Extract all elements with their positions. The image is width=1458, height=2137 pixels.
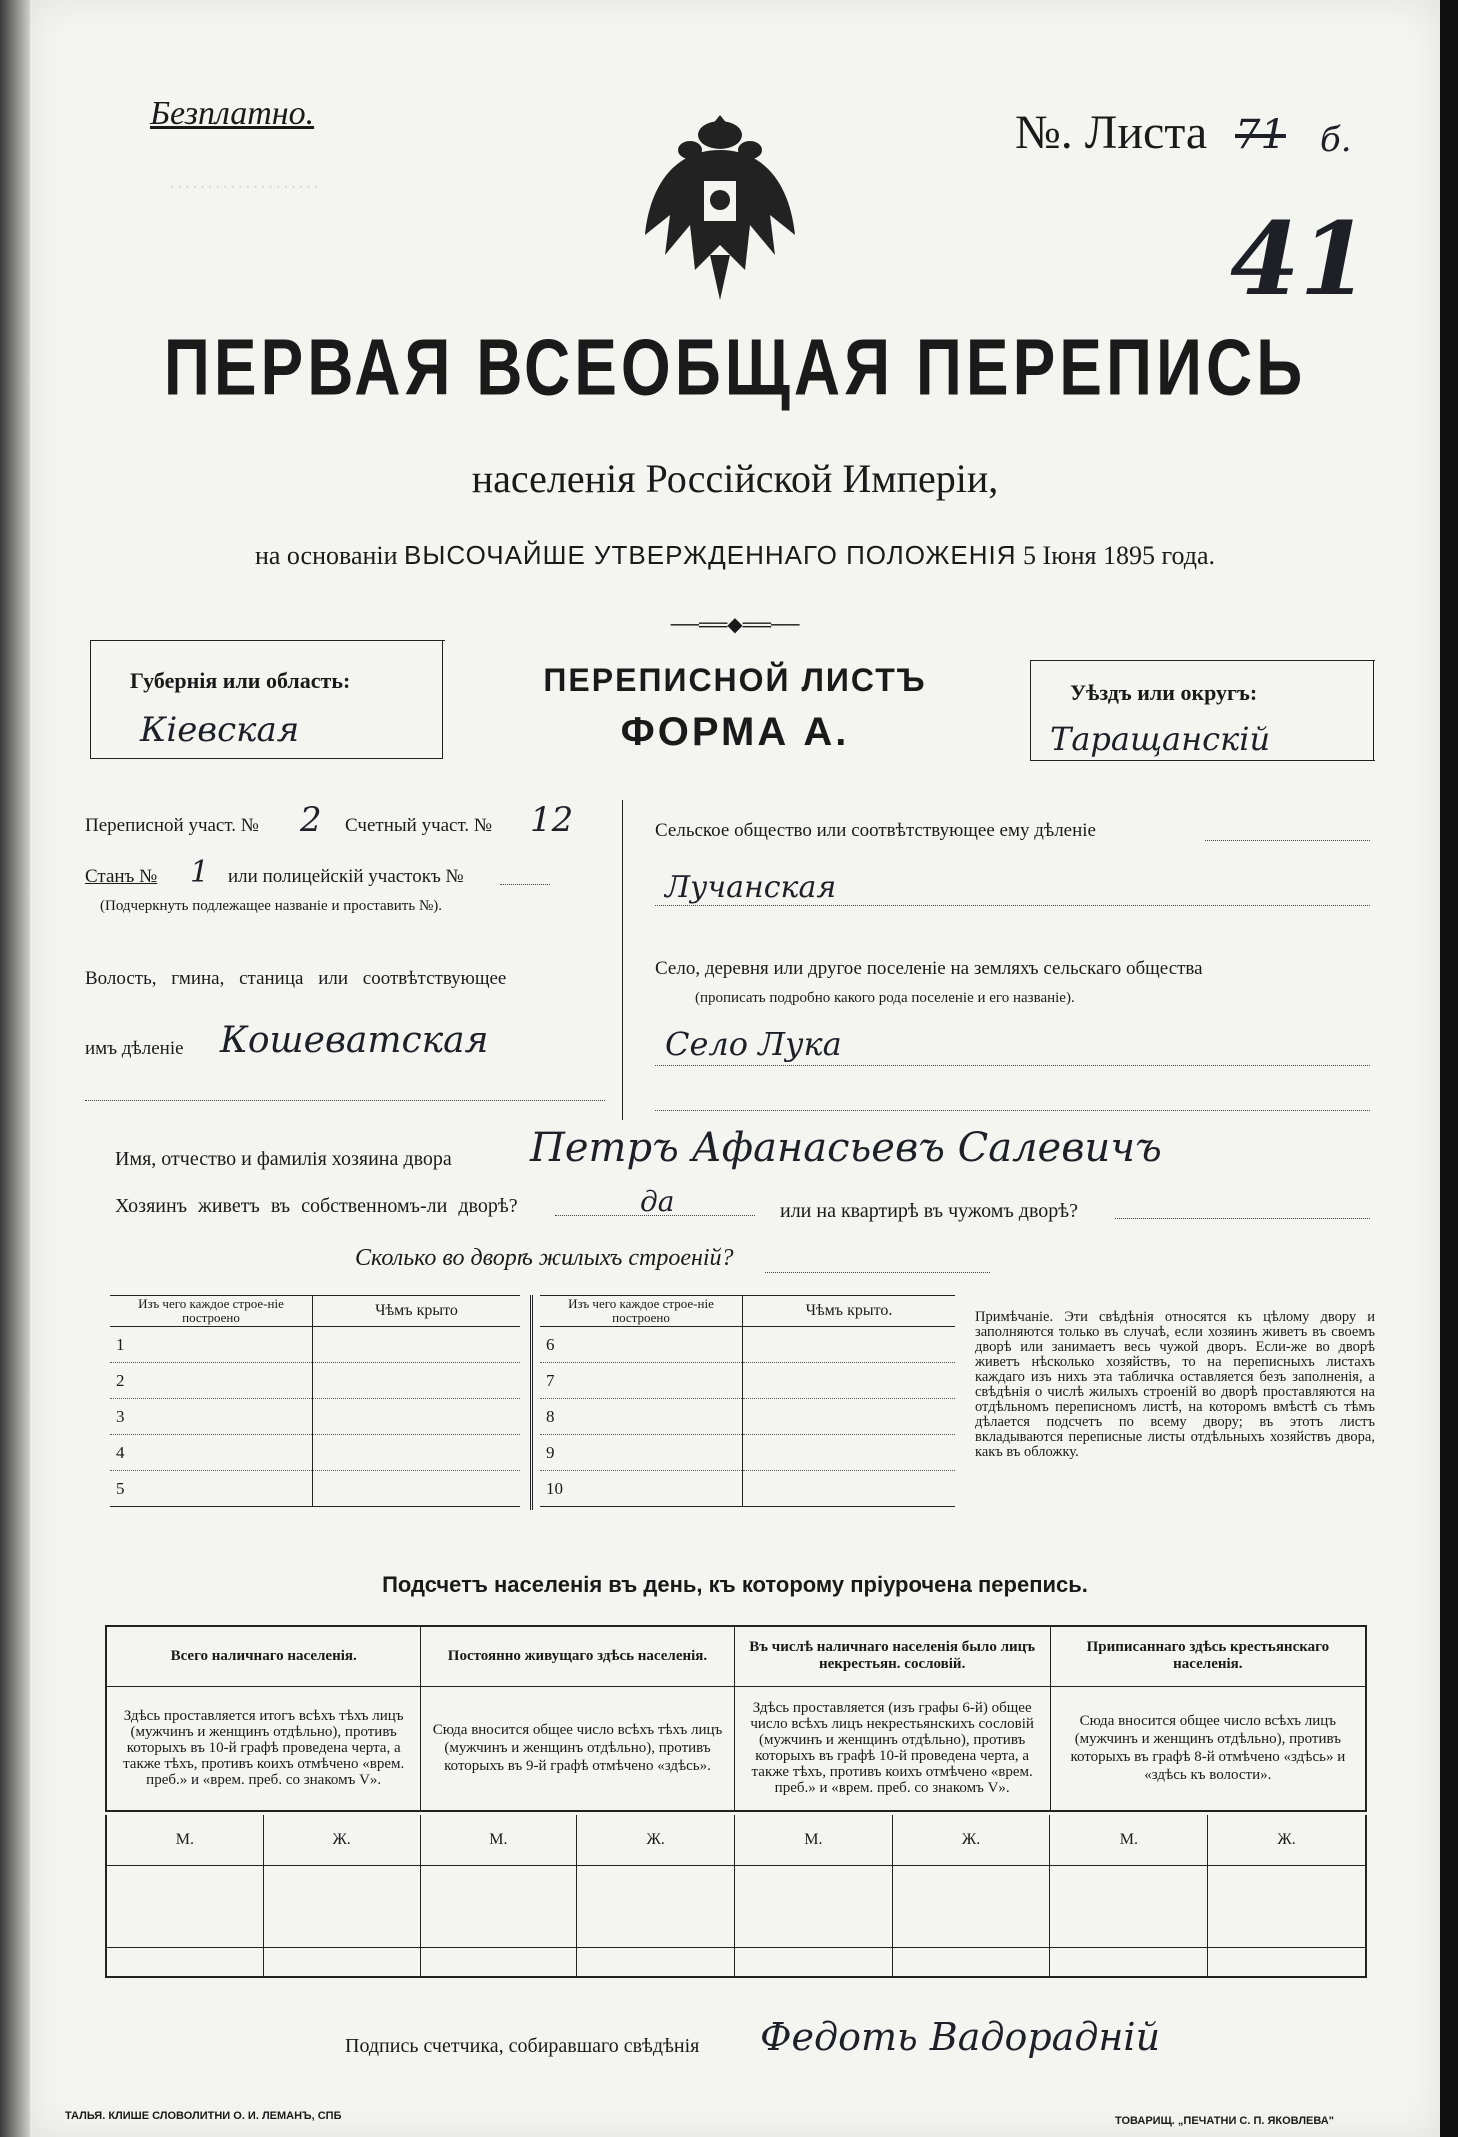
volost-label-2: имъ дѣленіе xyxy=(85,1038,184,1059)
footer-right: ТОВАРИЩ. „ПЕЧАТНИ С. П. ЯКОВЛЕВА" xyxy=(1115,2115,1334,2127)
stan-value: 1 xyxy=(190,855,210,890)
village-label: Село, деревня или другое поселеніе на земляхъ сельскаго общества xyxy=(655,958,1203,979)
police-field xyxy=(500,884,550,885)
buildings-table-right: Изъ чего каждое строе-ніе построено Чѣмъ крыто. 6 7 8 9 10 xyxy=(540,1295,955,1507)
binding-edge xyxy=(0,0,30,2137)
society-label: Сельское общество или соотвѣтствующее ему дѣленіе xyxy=(655,820,1096,841)
count-area-label: Счетный участ. № xyxy=(345,815,492,836)
society-value: Лучанская xyxy=(665,870,837,905)
subtitle: населенія Россійской Имперіи, xyxy=(471,456,999,501)
owner-name-value: Петръ Афанасьевъ Салевичъ xyxy=(530,1125,1162,1171)
note-text: Примѣчаніе. Эти свѣдѣнія относятся къ цѣлому двору и заполняются только въ случаѣ, если хозяинъ живетъ въ своемъ дворѣ или занимаетъ весь чужой дворъ. Если-же во дворѣ живетъ нѣсколько хозяйствъ, то на переписныхъ листахъ каждаго изъ нихъ эта табличка оставляется безъ заполненія, а свѣдѣнія о числѣ жилыхъ строеній во дворѣ проставляются на отдѣльномъ переписномъ листѣ, на которомъ вмѣстѣ съ тѣмъ дѣлается подсчетъ по всему двору; въ этотъ листъ вкладываются переписные листы отдѣльныхъ хозяйствъ двора, какъ въ обложку. xyxy=(975,1309,1375,1460)
sheet-number-suffix: б. xyxy=(1320,120,1352,160)
owner-name-label: Имя, отчество и фамилія хозяина двора xyxy=(115,1148,452,1170)
census-sheet xyxy=(30,0,1440,2137)
village-value: Село Лука xyxy=(665,1025,842,1063)
stan-label: Станъ № xyxy=(85,866,158,887)
police-label: или полицейскій участокъ № xyxy=(228,866,464,887)
form-subtitle: ФОРМА А. xyxy=(620,710,850,754)
volost-value: Кошеватская xyxy=(220,1020,489,1061)
corner-number: 41 xyxy=(1230,200,1370,318)
buildings-table-left: Изъ чего каждое строе-ніе построено Чѣмъ крыто 1 2 3 4 5 xyxy=(110,1295,520,1507)
census-area-value: 2 xyxy=(300,800,322,840)
main-title: ПЕРВАЯ ВСЕОБЩАЯ ПЕРЕПИСЬ xyxy=(163,322,1307,412)
province-label: Губернія или область: xyxy=(130,668,351,693)
district-label: Уѣздъ или округъ: xyxy=(1070,680,1258,705)
district-value: Таращанскій xyxy=(1050,720,1271,758)
own-yard-value: да xyxy=(640,1185,675,1218)
free-label: Безплатно. xyxy=(150,95,315,132)
basis-line xyxy=(30,540,1440,571)
form-title: ПЕРЕПИСНОЙ ЛИСТЪ xyxy=(543,662,927,698)
eagle-emblem-icon xyxy=(635,105,805,305)
ornament-divider-icon: ──══◆══── xyxy=(670,614,800,636)
dark-edge xyxy=(1440,0,1458,2137)
buildings-label: Сколько во дворѣ жилыхъ строеній? xyxy=(355,1245,734,1271)
count-values-table: М. Ж. М. Ж. М. Ж. М. Ж. xyxy=(105,1815,1367,1978)
own-yard-label: Хозяинъ живетъ въ собственномъ-ли дворѣ? xyxy=(115,1195,518,1217)
village-note: (прописать подробно какого рода поселеніе и его названіе). xyxy=(695,990,1075,1006)
count-title: Подсчетъ населенія въ день, къ которому пріурочена перепись. xyxy=(382,1572,1088,1597)
underline-note: (Подчеркнуть подлежащее названіе и проставить №). xyxy=(100,898,442,914)
count-table: Всего наличнаго населенія. Постоянно живущаго здѣсь населенія. Въ числѣ наличнаго населенія было лицъ некрестьян. сословій. Приписаннаго здѣсь крестьянскаго населенія. Здѣсь проставляется итогъ всѣхъ тѣхъ лицъ (мужчинъ и женщинъ отдѣльно), противъ которыхъ въ 10-й графѣ проведена черта, а также тѣхъ, противъ коихъ отмѣчено «врем. преб.» и «врем. преб. со знакомъ V». Сюда вносится общее число всѣхъ тѣхъ лицъ (мужчинъ и женщинъ отдѣльно), противъ которыхъ въ 9-й графѣ отмѣчено «здѣсь». Здѣсь проставляется (изъ графы 6-й) общее число всѣхъ лицъ некрестьянскихъ сословій (мужчинъ и женщинъ отдѣльно), противъ которыхъ въ графѣ 10-й проведена черта, а также тѣхъ, противъ коихъ отмѣчено «врем. преб.» и «врем. преб. со знакомъ V». Сюда вносится общее число всѣхъ лицъ (мужчинъ и женщинъ отдѣльно), противъ которыхъ въ графѣ 8-й отмѣчено «здѣсь» и «здѣсь къ волости». xyxy=(105,1625,1367,1812)
province-value: Кіевская xyxy=(140,710,300,750)
volost-label: Волость, гмина, станица или соотвѣтствующее xyxy=(85,968,507,989)
sheet-number-value: 71 xyxy=(1235,112,1286,158)
signature-label: Подпись счетчика, собиравшаго свѣдѣнія xyxy=(345,2035,700,2057)
footer-left: ТАЛЬЯ. КЛИШЕ СЛОВОЛИТНИ О. И. ЛЕМАНЪ, СПБ xyxy=(65,2110,342,2122)
basis-caps: ВЫСОЧАЙШЕ УТВЕРЖДЕННАГО ПОЛОЖЕНІЯ xyxy=(404,540,1017,570)
sheet-number-label: №. Листа xyxy=(1015,106,1208,159)
bleed-through-text: · · · · · · · · · · · · · · · · · · · · xyxy=(170,179,319,194)
volost-extra-line xyxy=(85,1100,605,1101)
basis-date: 5 Іюня 1895 года. xyxy=(1023,541,1216,570)
count-area-value: 12 xyxy=(530,800,574,840)
rented-label: или на квартирѣ въ чужомъ дворѣ? xyxy=(780,1200,1079,1222)
census-area-label: Переписной участ. № xyxy=(85,815,259,836)
basis-prefix: на основаніи xyxy=(254,541,398,570)
signature-value: Федоть Вадорадній xyxy=(760,2015,1161,2059)
